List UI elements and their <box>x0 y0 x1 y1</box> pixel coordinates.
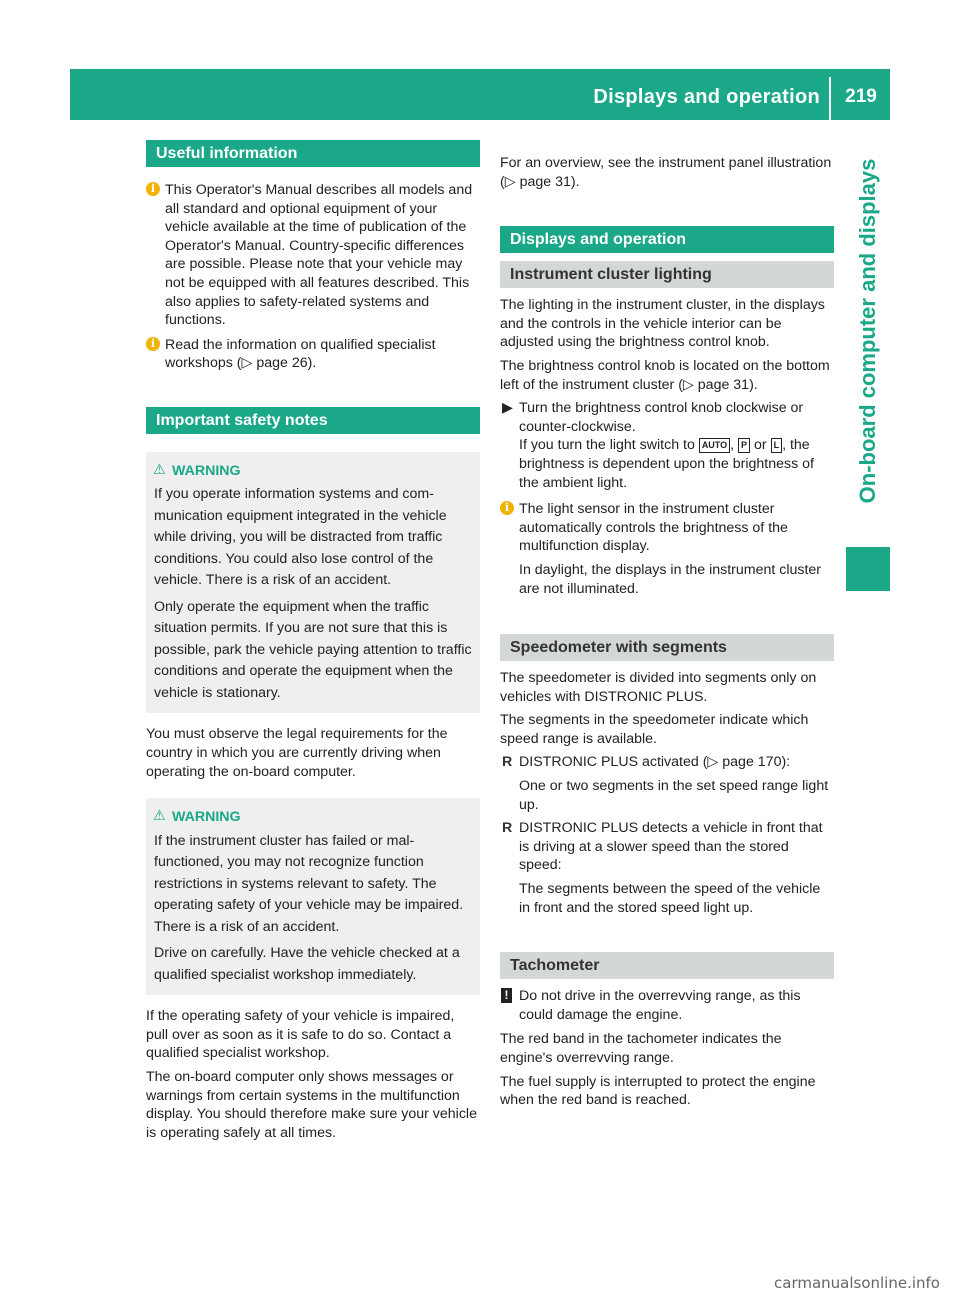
info-text: The light sensor in the instrument cluster automatically controls the brightness of the multifunction display. <box>519 501 788 555</box>
warning-text: Only operate the equipment when the traffic situation permits. If you are not sure that this is possible, park the vehicle paying attention to traffic conditions and operate the equipment when the vehicle is stationary. <box>154 598 472 701</box>
parking-light-symbol-icon: P <box>738 438 750 453</box>
info-text: This Operator's Manual describes all models and all standard and optional equipment of your vehicle available at the time of publication of the Operator's Manual. Country-specific differences are possible. Please note that your vehicle may not be equipped with all features described. This also applies to safety-related systems and functions. <box>165 182 473 329</box>
bullet-body: One or two segments in the set speed range light up. <box>519 778 829 813</box>
low-beam-symbol-icon: L <box>771 438 783 453</box>
subsection-instrument-cluster-lighting: Instrument cluster lighting <box>500 261 834 288</box>
chapter-marker <box>846 547 890 591</box>
chapter-label: On-board computer and displays <box>855 158 880 504</box>
notice-note <box>500 987 834 1024</box>
paragraph: The segments in the speedometer indicate which speed range is available. <box>500 712 809 747</box>
paragraph: The brightness control knob is located on the bottom left of the instrument cluster (▷ page 31). <box>500 357 830 393</box>
right-column <box>500 154 834 1115</box>
warning-text: Drive on carefully. Have the vehicle checked at a qualified specialist workshop immediately. <box>154 945 460 983</box>
paragraph: The red band in the tachometer indicates the engine's overrevving range. <box>500 1031 782 1066</box>
subsection-tachometer: Tachometer <box>500 952 834 979</box>
info-icon: i <box>146 182 160 196</box>
paragraph: The on-board computer only shows messages or warnings from certain systems in the multifunction display. You should therefore make sure your vehicle is operating safely at all times. <box>146 1069 477 1141</box>
subsection-speedometer-with-segments: Speedometer with segments <box>500 634 834 661</box>
page-number: 219 <box>845 86 877 107</box>
notice-text: Do not drive in the overrevving range, as this could damage the engine. <box>519 988 801 1023</box>
page-header <box>70 69 890 120</box>
warning-text: If you operate information systems and communication equipment integrated in the vehicle while driving, you will be distracted from traffic conditions. You could also lose control of the vehicle. There is a risk of an accident. <box>154 486 447 589</box>
step-text: , the brightness is dependent upon the brightness of the ambient light. <box>519 437 814 491</box>
info-note <box>146 336 480 373</box>
info-text: Read the information on qualified specialist workshops (▷ page 26). <box>165 336 436 372</box>
warning-title: ⚠ WARNING <box>154 807 472 829</box>
watermark: carmanualsonline.info <box>774 1274 940 1292</box>
bullet-item <box>500 753 834 814</box>
warning-title: ⚠ WARNING <box>154 461 472 483</box>
paragraph: The lighting in the instrument cluster, in the displays and the controls in the vehicle interior can be adjusted using the brightness control knob. <box>500 297 825 351</box>
info-text: In daylight, the displays in the instrument cluster are not illuminated. <box>519 561 822 597</box>
bullet-body: The segments between the speed of the vehicle in front and the stored speed light up. <box>519 881 821 916</box>
info-note <box>500 500 834 598</box>
warning-triangle-icon: ⚠ <box>153 461 166 478</box>
step-arrow-icon: ▶ <box>502 400 513 417</box>
warning-box <box>146 798 480 995</box>
step-text: If you turn the light switch to <box>519 437 695 454</box>
bullet-marker: R <box>502 754 513 771</box>
auto-light-symbol-icon: AUTO <box>699 438 730 453</box>
left-column <box>146 140 480 1147</box>
bullet-head: DISTRONIC PLUS detects a vehicle in front that is driving at a slower speed than the stored speed: <box>519 820 823 874</box>
info-note <box>146 181 480 330</box>
bullet-head: DISTRONIC PLUS activated (▷ page 170): <box>519 754 791 771</box>
paragraph: The fuel supply is interrupted to protect the engine when the red band is reached. <box>500 1073 816 1109</box>
info-icon: i <box>500 501 514 515</box>
bullet-marker: R <box>502 820 513 837</box>
paragraph: You must observe the legal requirements for the country in which you are currently driving when operating the on-board computer. <box>146 726 448 780</box>
chapter-side-tab <box>846 126 890 536</box>
paragraph: If the operating safety of your vehicle is impaired, pull over as soon as it is safe to do so. Contact a qualified specialist workshop. <box>146 1008 455 1062</box>
step-text: Turn the brightness control knob clockwise or counter-clockwise. <box>519 400 804 435</box>
instruction-step: ▶ Turn the brightness control knob clockwise or counter-clockwise. If you turn the light switch to AUTO , P or L , the brightness is dependent upon the brightness of the ambient light. <box>502 400 814 491</box>
section-displays-and-operation: Displays and operation <box>500 226 834 253</box>
paragraph: The speedometer is divided into segments only on vehicles with DISTRONIC PLUS. <box>500 670 817 705</box>
section-useful-information: Useful information <box>146 140 480 167</box>
exclamation-icon: ! <box>501 988 512 1003</box>
paragraph: For an overview, see the instrument panel illustration (▷ page 31). <box>500 155 832 190</box>
header-title: Displays and operation <box>593 86 820 108</box>
section-important-safety-notes: Important safety notes <box>146 407 480 434</box>
warning-text: If the instrument cluster has failed or malfunctioned, you may not recognize function restrictions in systems relevant to safety. The operating safety of your vehicle may be impaired. There is a risk of an accident. <box>154 832 464 935</box>
header-divider <box>829 77 831 120</box>
warning-triangle-icon: ⚠ <box>153 808 166 825</box>
warning-box <box>146 452 480 714</box>
bullet-item <box>500 819 834 917</box>
info-icon: i <box>146 337 160 351</box>
